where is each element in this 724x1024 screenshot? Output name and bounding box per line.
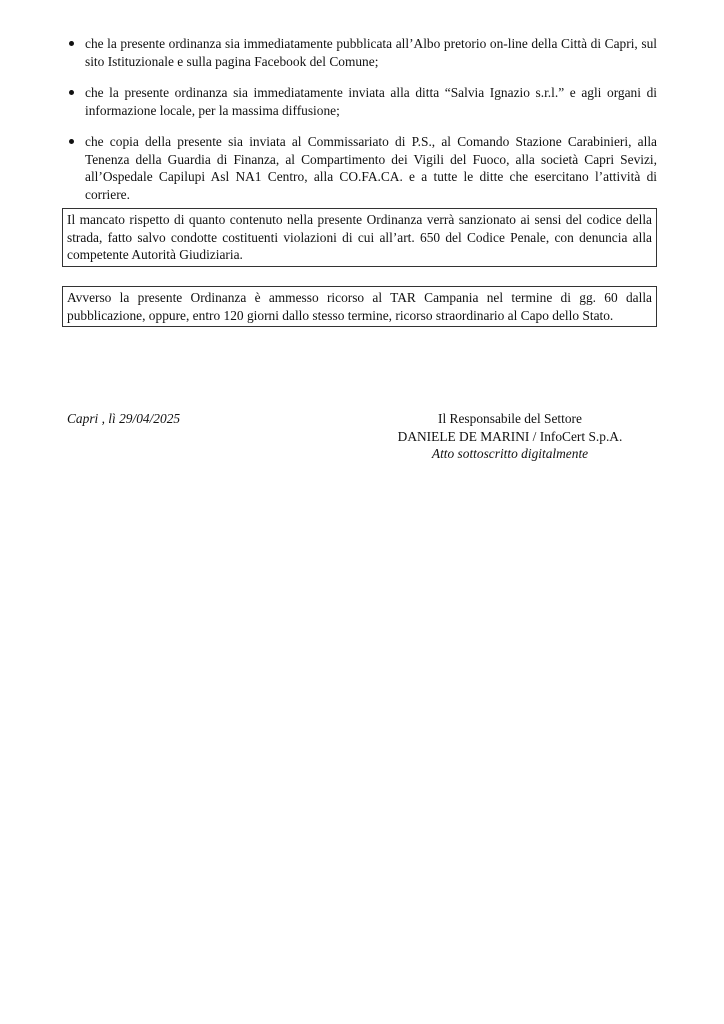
list-item	[67, 84, 657, 119]
bullet-icon	[69, 41, 74, 46]
bullet-icon	[69, 139, 74, 144]
signature-block	[370, 410, 650, 463]
list-item	[67, 35, 657, 70]
sanctions-notice-text: Il mancato rispetto di quanto contenuto nella presente Ordinanza verrà sanzionato ai sensi del codice della strada, fatto salvo condotte costituenti violazioni di cui all’art. 650 del Codice Penale, con denuncia alla competente Autorità Giudiziaria.	[67, 212, 652, 262]
list-item	[67, 133, 657, 203]
digital-signature-note: Atto sottoscritto digitalmente	[431, 446, 589, 461]
signer-role: Il Responsabile del Settore	[438, 411, 582, 426]
place-date: Capri , lì 29/04/2025	[67, 411, 181, 426]
appeal-notice-text: Avverso la presente Ordinanza è ammesso ricorso al TAR Campania nel termine di gg. 60 dalla pubblicazione, oppure, entro 120 giorni dallo stesso termine, ricorso straordinario al Capo dello Stato.	[67, 290, 652, 323]
bullet-text: che la presente ordinanza sia immediatamente pubblicata all’Albo pretorio on-line della Città di Capri, sul sito Istituzionale e sulla pagina Facebook del Comune;	[85, 36, 657, 69]
appeal-notice-box	[62, 286, 657, 327]
sanctions-notice-box	[62, 208, 657, 267]
bullet-icon	[69, 90, 74, 95]
bullet-text: che la presente ordinanza sia immediatamente inviata alla ditta “Salvia Ignazio s.r.l.” e agli organi di informazione locale, per la massima diffusione;	[85, 85, 657, 118]
dispositions-list	[67, 35, 657, 203]
signer-name: DANIELE DE MARINI / InfoCert S.p.A.	[397, 428, 623, 444]
bullet-text: che copia della presente sia inviata al Commissariato di P.S., al Comando Stazione Carabinieri, alla Tenenza della Guardia di Finanza, al Compartimento dei Vigili del Fuoco, alla società Capri Sevizi, all’Ospedale Capilupi Asl NA1 Centro, alla CO.FA.CA. e a tutte le ditte che esercitano l’attività di corriere.	[85, 134, 657, 202]
